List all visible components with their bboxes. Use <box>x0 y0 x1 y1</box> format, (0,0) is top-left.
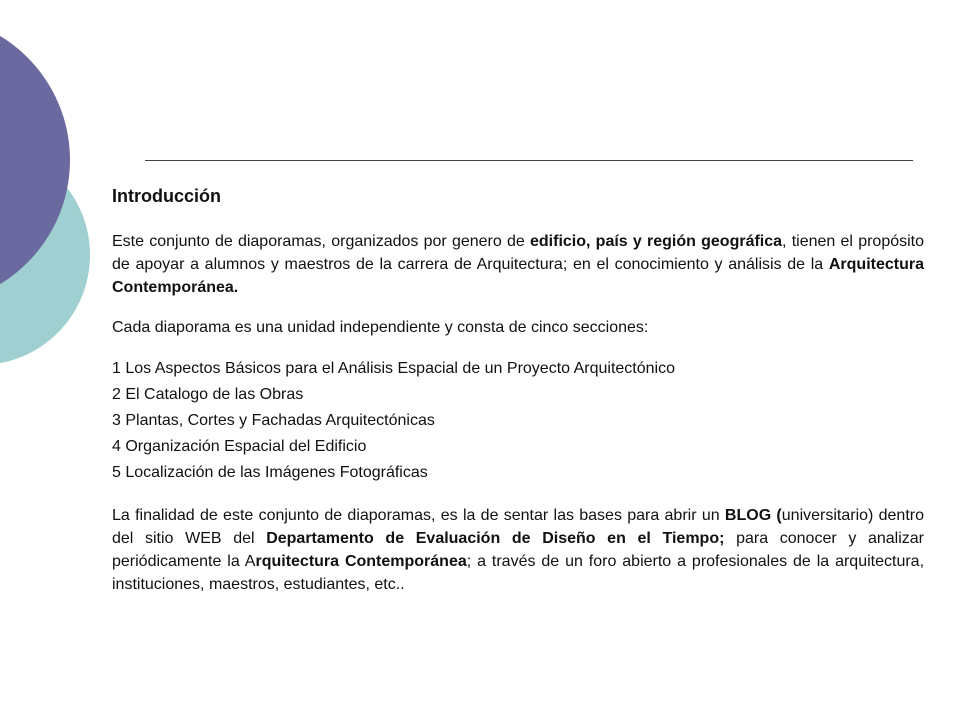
p1-text-1: Este conjunto de diaporamas, organizados por genero de <box>112 233 530 250</box>
list-item: 2 El Catalogo de las Obras <box>112 386 304 403</box>
p3-text-2: universitario) dentro del sitio WEB del <box>112 507 925 547</box>
p3-bold-1: BLOG ( <box>724 507 782 524</box>
p3-text-1: La finalidad de este conjunto de diaporamas, es la de sentar las bases para abrir un <box>112 507 725 524</box>
p3-text-3: para conocer y analizar periódicamente la A <box>112 530 925 570</box>
slide-title: Introducción <box>112 186 221 206</box>
p1-text-2: , tienen el propósito de apoyar a alumnos y maestros de la carrera de Arquitectura; en el conocimiento y análisis de la <box>112 233 925 273</box>
slide-content <box>112 185 924 613</box>
list-item: 4 Organización Espacial del Edificio <box>112 438 367 455</box>
list-item: 3 Plantas, Cortes y Fachadas Arquitectónicas <box>112 412 435 429</box>
p3-bold-3: rquitectura Contemporánea <box>255 553 467 570</box>
decorative-circles <box>0 0 120 400</box>
p3-text-4: ; a través de un foro abierto a profesionales de la arquitectura, instituciones, maestros, estudiantes, etc.. <box>112 553 925 593</box>
intro-paragraph <box>112 230 924 299</box>
purpose-paragraph <box>112 504 924 596</box>
sections-intro: Cada diaporama es una unidad independiente y consta de cinco secciones: <box>112 319 649 336</box>
p3-bold-2: Departamento de Evaluación de Diseño en el Tiempo; <box>266 530 725 547</box>
p1-bold-2: Arquitectura Contemporánea. <box>112 256 924 296</box>
list-item: 1 Los Aspectos Básicos para el Análisis Espacial de un Proyecto Arquitectónico <box>112 360 675 377</box>
p1-bold-1: edificio, país y región geográfica <box>530 233 783 250</box>
sections-list <box>112 356 924 486</box>
list-item: 5 Localización de las Imágenes Fotográficas <box>112 464 428 481</box>
header-divider <box>145 160 913 161</box>
